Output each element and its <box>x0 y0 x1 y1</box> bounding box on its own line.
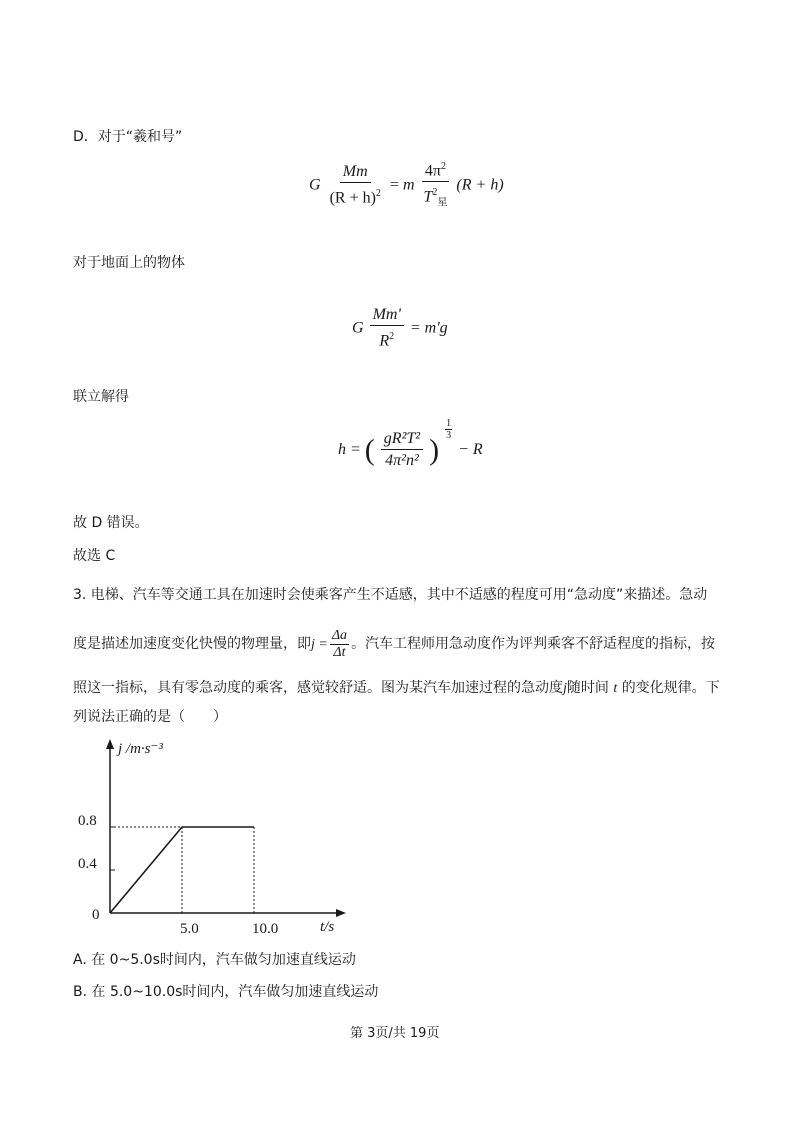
option-b: B. 在 5.0~10.0s时间内，汽车做匀加速直线运动 <box>73 984 379 1000</box>
jerk-definition-fraction: $\frac{\Delta a}{\Delta t}$ <box>331 627 348 660</box>
question-line-4: 列说法正确的是（ ） <box>73 709 227 725</box>
formula1-tail: (R + h) <box>456 176 504 194</box>
formula2-den: $R^2$ <box>379 331 395 350</box>
jerk-time-chart <box>80 735 380 935</box>
formula3-lhs: h = <box>338 441 361 458</box>
x-axis-arrow <box>336 909 346 917</box>
option-d-label: D．对于“羲和号” <box>73 129 183 145</box>
page-footer: 第 3页/共 19页 <box>350 1026 440 1041</box>
formula3-fraction <box>381 430 423 471</box>
y-axis-arrow <box>106 739 114 749</box>
x-tick-10.0: 10.0 <box>252 921 279 937</box>
origin-label: 0 <box>92 907 100 923</box>
question-line-2: 度是描述加速度变化快慢的物理量，即j = $\frac{\Delta a}{\Delta t}$ 。汽车工程师用急动度作为评判乘客不舒适程度的指标，按 <box>73 627 716 660</box>
formula1-lhs-den: $(R + h)^2$ <box>329 188 381 207</box>
y-tick-0.8: 0.8 <box>78 813 97 829</box>
x-tick-5.0: 5.0 <box>180 921 199 937</box>
combine-label: 联立解得 <box>73 389 129 405</box>
formula1-m: m <box>402 176 415 194</box>
formula-height-solution: h = ( $\frac{\text{gR²T²}}{\text{4π²n²}}$ ) $\frac{1}{3}$ − R <box>338 418 483 469</box>
option-a: A. 在 0~5.0s时间内，汽车做匀加速直线运动 <box>73 952 356 968</box>
ground-object-label: 对于地面上的物体 <box>73 255 185 271</box>
question-line-3: 照这一指标，具有零急动度的乘客，感觉较舒适。图为某汽车加速过程的急动度j随时间 t 的变化规律。下 <box>73 680 720 696</box>
formula3-den: 4π²n² <box>385 451 419 469</box>
formula2-G: G <box>352 319 364 337</box>
formula2-num: Mm' <box>370 306 404 326</box>
formula2-rhs: = m'g <box>409 319 448 337</box>
y-axis-label: j /m·s⁻³ <box>118 741 163 757</box>
formula1-G: G <box>309 176 321 194</box>
formula-ground-gravity <box>352 306 448 351</box>
formula1-rhs-den: $T^2_星$ <box>423 187 448 209</box>
conclusion-choose: 故选 C <box>73 548 116 564</box>
formula3-exponent: $\frac{1}{3}$ <box>446 418 452 441</box>
conclusion-d-wrong: 故 D 错误。 <box>73 515 149 531</box>
formula1-lhs-num: Mm <box>340 163 371 183</box>
formula1-eq: = <box>389 176 399 194</box>
formula2-fraction <box>370 306 404 351</box>
formula3-num: gR²T² <box>381 430 423 450</box>
formula-gravitation-orbit <box>309 158 504 214</box>
formula1-lhs-fraction <box>327 163 384 208</box>
formula1-rhs-num: $4\pi^2$ <box>422 158 449 182</box>
formula1-rhs-fraction <box>421 158 451 214</box>
formula3-tail: − R <box>458 441 483 458</box>
x-axis-label: t/s <box>320 919 335 935</box>
y-tick-0.4: 0.4 <box>78 856 97 872</box>
question-line-1: 3. 电梯、汽车等交通工具在加速时会使乘客产生不适感，其中不适感的程度可用“急动度”来描述。急动 <box>73 587 708 603</box>
